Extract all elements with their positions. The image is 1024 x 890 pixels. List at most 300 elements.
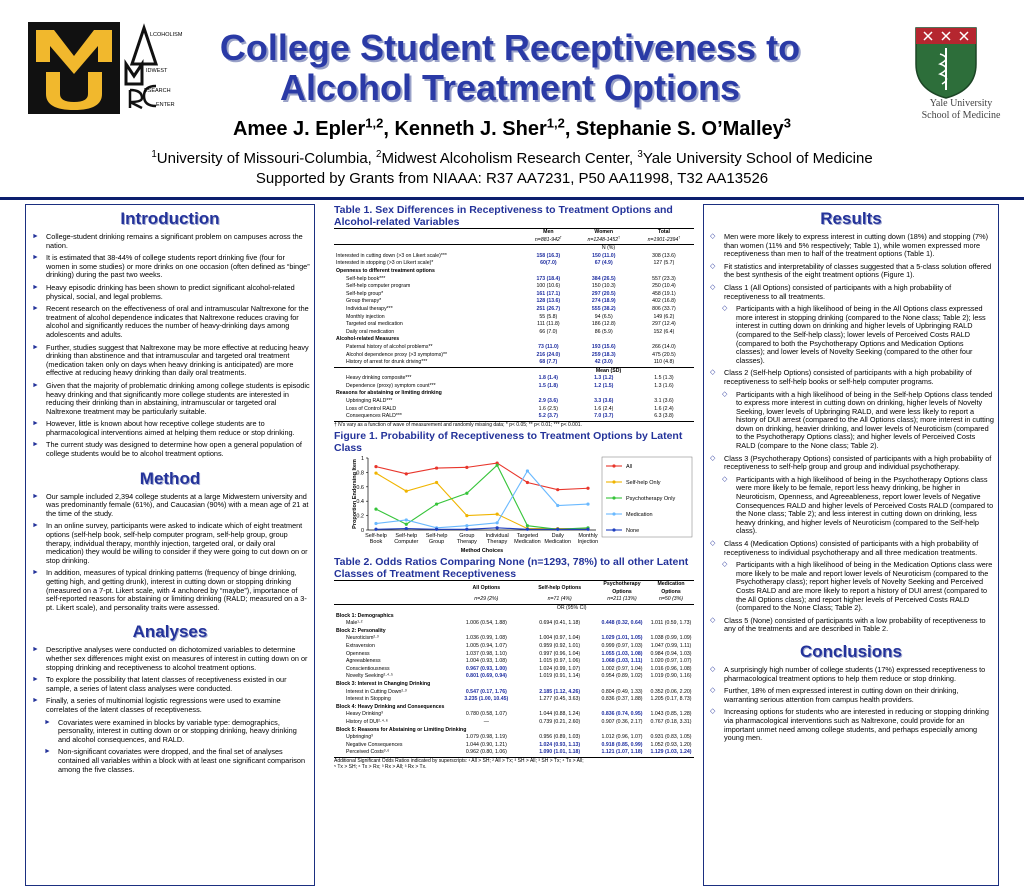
table-cell: 186 (12.8) <box>591 321 616 328</box>
data-point <box>556 504 559 507</box>
results-list <box>704 233 998 634</box>
table-cell: 67 (4.9) <box>594 260 613 267</box>
table-cell: 0.804 (0.49, 1.33) <box>601 688 643 695</box>
table-cell: 1.019 (0.90, 1.16) <box>650 673 692 680</box>
table-cell: 1.6 (2.5) <box>538 405 558 412</box>
table-row <box>334 329 694 337</box>
table2-n-psychotherapy: n=211 (13%) <box>607 596 637 603</box>
x-tick-label: Therapy <box>487 539 508 546</box>
table-cell: 1.121 (1.07, 1.18) <box>601 749 643 756</box>
results-sub-item: ◇ Participants with a high likelihood of being in the Medication Options class were more likely to be male and report lower levels of Neuroticism (compared to the Psychotherapy class); report higher levels of Novelty Seeking and Perceived Costs RALD and are more likely to report a history of DUI arrest (compared to the All Options class); and report higher levels of Perceived Costs RALD (compared to the None Class; Table 2). <box>710 561 994 613</box>
table-row <box>334 689 694 697</box>
affil-3: Yale University School of Medicine <box>642 150 873 167</box>
table-cell: 55 (5.8) <box>539 313 558 320</box>
data-point <box>556 528 559 531</box>
x-tick-label: Group <box>428 539 445 546</box>
author-2-affil: 1,2 <box>546 115 565 131</box>
data-point <box>526 528 529 531</box>
table1-corner <box>334 229 523 237</box>
table-row <box>334 651 694 659</box>
table-cell: 3.1 (3.6) <box>654 398 674 405</box>
table-cell: — <box>483 718 489 725</box>
table-row <box>334 734 694 742</box>
table-cell: 1.047 (0.99, 1.11) <box>650 643 692 649</box>
table-row <box>334 613 694 621</box>
table-cell: 0.999 (0.97, 1.03) <box>601 643 643 649</box>
x-tick-label: Group <box>459 533 475 540</box>
table-cell: 3.235 (1.00, 10.45) <box>464 696 509 703</box>
marc-text-alcoholism: LCOHOLISM <box>150 32 183 38</box>
table-row <box>334 283 694 291</box>
table-cell: 0.918 (0.85, 0.99) <box>601 741 643 748</box>
legend-marker <box>612 529 615 532</box>
table-cell: 0.547 (0.17, 1.76) <box>465 688 507 695</box>
mizzou-logo <box>28 22 120 114</box>
method-bullet: ► In an online survey, participants were asked to indicate which of eight treatment options (self-help book, self-help computer program, self-help group, group therapy, individual therapy, monthly injection, targeted oral, or daily oral medication) they would be willing to consider if they were going to cut down on or stop drinking. <box>32 522 310 565</box>
x-tick-label: Computer <box>394 539 419 546</box>
data-point <box>496 513 499 516</box>
author-1: Amee J. Epler <box>232 118 366 140</box>
data-point <box>586 528 589 531</box>
table-cell: 42 (3.0) <box>594 359 613 366</box>
intro-bullet: ► It is estimated that 38-44% of college students report drinking five (four for women in some studies) or more drinks on one occasion (often defined as “binge” drinking) during the past two weeks. <box>32 254 310 280</box>
table-cell: 1.090 (1.01, 1.18) <box>539 749 581 756</box>
figure1-svg <box>334 454 694 554</box>
table2-col-all: All Options <box>472 585 501 592</box>
table-cell: 266 (14.0) <box>652 343 676 350</box>
table-cell <box>634 390 694 398</box>
results-item: ◇ Fit statistics and interpretability of classes suggested that a 5-class solution offered the best synthesis of the eight treatment options (Figure 1). <box>710 263 994 280</box>
legend-marker <box>612 481 615 484</box>
table-cell: 274 (18.9) <box>591 298 616 305</box>
table-row <box>334 696 694 704</box>
method-bullet: ► Our sample included 2,394 college students at a large Midwestern university and was predominantly female (61%), and Caucasian (90%) with a mean age of 21 at the time of the study. <box>32 493 310 519</box>
introduction-list <box>26 233 314 459</box>
table-row <box>334 298 694 306</box>
table-cell <box>523 336 574 344</box>
table-cell <box>523 268 574 276</box>
data-point <box>405 527 408 530</box>
table-row <box>334 742 694 750</box>
table-cell-label: Novelty Seeking²·⁴·⁵ <box>346 673 394 680</box>
intro-bullet: ► Heavy episodic drinking has been shown to predict significant alcohol-related physical, social, and legal problems. <box>32 284 310 301</box>
table-cell: 1.6 (2.4) <box>654 405 674 412</box>
table-cell: 0.801 (0.69, 0.94) <box>465 673 507 680</box>
table-cell-label: Block 1: Demographics <box>336 612 394 619</box>
data-point <box>405 472 408 475</box>
table-cell-label: Block 4: Heavy Drinking and Consequences <box>336 703 445 710</box>
table-row <box>334 359 694 367</box>
yale-text-line-2: School of Medicine <box>921 110 1001 121</box>
left-column <box>25 204 315 886</box>
author-3: , Stephanie S. O’Malley <box>564 118 784 140</box>
table-row <box>334 321 694 329</box>
table-cell-label: Openness <box>346 650 370 657</box>
table-cell-label: Neuroticism²·³ <box>346 635 379 642</box>
figure1-title: Figure 1. Probability of Receptiveness to Treatment Options by Latent Class <box>334 430 683 455</box>
grant-support: Supported by Grants from NIAAA: R37 AA7231, P50 AA11998, T32 AA13526 <box>255 170 769 187</box>
table2-col-medication: Medication Options <box>657 581 685 595</box>
x-tick-label: Daily <box>551 533 564 540</box>
table-cell-label: Daily oral medication <box>346 328 395 335</box>
table-cell: 6.3 (3.8) <box>654 413 674 420</box>
table-cell: 0.997 (0.96, 1.04) <box>539 650 581 657</box>
table-cell <box>523 390 574 398</box>
marc-text-research: ESEARCH <box>144 88 171 94</box>
table-row <box>334 727 694 735</box>
table-cell <box>574 390 634 398</box>
table-cell-label: Self-help group* <box>346 290 384 297</box>
table-cell-label: Negative Consequences <box>346 741 403 748</box>
title-line-1: College Student Receptiveness to <box>219 27 801 68</box>
table-cell: 1.029 (1.01, 1.05) <box>601 635 643 642</box>
table-cell <box>574 268 634 276</box>
table-row <box>334 620 694 628</box>
table-row <box>334 643 694 651</box>
table1-body-b <box>334 375 694 421</box>
table-cell: 111 (11.8) <box>537 321 560 328</box>
conclusions-list <box>704 666 998 743</box>
table-row <box>334 398 694 406</box>
table-cell: 0.767 (0.18, 3.31) <box>650 718 692 725</box>
results-sub-item: ◇ Participants with a high likelihood of being in the Psychotherapy Options class were more likely to be female, report less heavy drinking, be higher in Neuroticism, Openness, and Agreeableness, report lower levels of Negative Consequences RALD and higher levels of Perceived Costs RALD (compared to the None class; Table 2); and less interest in cutting down on drinking, less heavy drinking, and higher levels of Neuroticism (compared to the Self-help class). <box>710 476 994 536</box>
affiliations <box>0 150 1024 168</box>
table-cell: 1.011 (0.59, 1.73) <box>650 620 692 627</box>
title-line-2: Alcohol Treatment Options <box>279 67 741 108</box>
table-cell: 60(7.0) <box>540 260 557 267</box>
table-cell-label: Group therapy* <box>346 298 382 305</box>
table-row <box>334 306 694 314</box>
yale-shield-logo <box>912 24 980 100</box>
affil-2-marker: 2 <box>376 149 382 160</box>
table-cell: 216 (24.0) <box>536 351 561 358</box>
results-item: ◇ Class 4 (Medication Options) consisted of participants with a high probability of receptiveness to individual psychotherapy and all three medication treatments. <box>710 540 994 557</box>
table-cell: 0.694 (0.41, 1.18) <box>539 620 581 627</box>
results-item: ◇ Class 5 (None) consisted of participants with a low probability of receptiveness to any of the treatments and are described in Table 2. <box>710 617 994 634</box>
table-row <box>334 314 694 322</box>
table-cell: 1.3 (1.6) <box>654 382 674 389</box>
conclusions-item: ◇ Further, 18% of men expressed interest in cutting down on their drinking, warranting serious attention from campus health providers. <box>710 687 994 704</box>
table-row <box>334 291 694 299</box>
y-tick-label: 1 <box>360 456 364 463</box>
table-cell: 308 (13.6) <box>652 252 676 259</box>
data-point <box>374 465 377 468</box>
table2-n-all: n=29 (2%) <box>474 596 499 603</box>
table-cell <box>634 268 694 276</box>
table-cell: 1.019 (0.91, 1.14) <box>539 673 581 680</box>
table-cell: 1.068 (1.03, 1.11) <box>601 658 643 665</box>
table-row <box>334 352 694 360</box>
table-cell: 1.012 (0.96, 1.07) <box>601 734 643 741</box>
analyses-heading: Analyses <box>132 622 208 642</box>
method-list <box>26 493 314 613</box>
table-cell: 66 (7.0) <box>539 328 558 335</box>
table-row <box>334 635 694 643</box>
table-cell-label: Interest in Cutting Down²·³ <box>346 688 407 695</box>
affil-2: Midwest Alcoholism Research Center, <box>381 150 638 167</box>
y-axis-label: Proportion Endorsing Item <box>352 459 358 530</box>
conclusions-item: ◇ Increasing options for students who are interested in reducing or stopping drinking via pharmacological interventions such as Naltrexone, could provide for an important unmet need among college students, and perhaps especially among young men. <box>710 708 994 742</box>
data-point <box>405 490 408 493</box>
table-cell: 173 (18.4) <box>536 275 561 282</box>
analyses-bullet: ► To explore the possibility that latent classes of receptiveness existed in our sample, a series of latent class analyses were conducted. <box>32 676 310 693</box>
table-cell: 458 (19.1) <box>652 290 676 297</box>
table-cell: 150 (11.0) <box>592 252 616 259</box>
x-tick-label: Book <box>369 539 383 546</box>
data-point <box>435 528 438 531</box>
x-tick-label: Medication <box>514 539 541 546</box>
table-cell: 1.024 (0.99, 1.07) <box>539 665 581 672</box>
table-cell: 297 (12.4) <box>652 321 676 328</box>
table-cell-label: Heavy drinking composite*** <box>346 375 412 382</box>
y-tick-label: 0.4 <box>356 499 364 506</box>
table-cell: 251 (26.7) <box>536 305 561 312</box>
legend-label: Medication <box>626 512 653 519</box>
data-point <box>586 487 589 490</box>
data-point <box>496 521 499 524</box>
intro-bullet: ► Recent research on the effectiveness of oral and intramuscular Naltrexone for the treatment of alcohol dependence indicates that Naltrexone reduces craving for alcohol and significantly reduces the number of heavy-drinking days among adolescents and adults. <box>32 305 310 339</box>
table-row <box>334 260 694 268</box>
table1-n-total: n=1901-2394† <box>647 234 681 243</box>
table-cell-label: Upbringing RALD*** <box>346 398 393 405</box>
table-cell: 0.836 (0.74, 0.95) <box>601 711 643 718</box>
table1-mean-header: Mean (SD) <box>595 367 622 374</box>
table2-note-1: Additional Significant Odds Ratios indicated by superscripts: ¹ All > SH; ² All > Tx; ³ SH > All; ³ SH > Tx; ⁴ Tx > All; <box>334 757 694 764</box>
data-point <box>405 519 408 522</box>
legend-label: Self-help Only <box>626 480 661 487</box>
table-cell-label: Interested in stopping (>3 on Likert scale)* <box>336 260 434 267</box>
table-row <box>334 390 694 398</box>
legend-marker <box>612 465 615 468</box>
table-cell <box>634 336 694 344</box>
table-cell: 1.6 (2.4) <box>594 405 614 412</box>
table-cell: 555 (38.2) <box>591 305 616 312</box>
table-cell-label: Interested in cutting down (>3 on Likert scale)*** <box>336 252 447 259</box>
table-row <box>334 344 694 352</box>
x-tick-label: Individual <box>485 533 509 540</box>
table-row <box>334 749 694 757</box>
results-item: ◇ Class 1 (All Options) consisted of participants with a high probability of receptiveness to all treatments. <box>710 284 994 301</box>
data-point <box>374 508 377 511</box>
table1 <box>334 228 694 421</box>
table-cell-label: Extraversion <box>346 643 375 649</box>
table-cell <box>574 336 634 344</box>
table-row <box>334 673 694 681</box>
x-axis-label: Method Choices <box>460 548 504 555</box>
table-cell: 1.052 (0.93, 1.20) <box>650 741 692 748</box>
introduction-heading: Introduction <box>120 209 220 228</box>
table-cell: 193 (15.6) <box>591 343 616 350</box>
data-point <box>556 488 559 491</box>
table-cell-label: Targeted oral medication <box>346 321 403 328</box>
table-cell: 0.954 (0.89, 1.02) <box>601 673 643 680</box>
table-cell: 0.907 (0.36, 2.17) <box>601 718 643 725</box>
table-cell: 1.020 (0.97, 1.07) <box>650 658 692 665</box>
x-tick-label: Therapy <box>456 539 477 546</box>
table-row <box>334 704 694 712</box>
legend-label: None <box>626 528 640 535</box>
table-cell: 0.959 (0.92, 1.01) <box>539 643 581 649</box>
data-point <box>465 528 468 531</box>
table-cell-label: Individual therapy*** <box>346 305 393 312</box>
results-sub-item: ◇ Participants with a high likelihood of being in the All Options class expressed more interest in stopping drinking (compared to the None class; Table 2); less interest in cutting down on drinking and higher levels of Upbringing RALD (compared to the Self-help class); lower levels of Perceived Costs RALD (compared to both the Psychotherapy Options and Medication Options classes); and lower levels of Novelty Seeking (compared to the other four classes). <box>710 305 994 365</box>
data-point <box>435 467 438 470</box>
table-cell: 475 (20.5) <box>652 351 676 358</box>
table-row <box>334 406 694 414</box>
table-cell: 158 (16.3) <box>536 252 561 259</box>
table-row <box>334 253 694 261</box>
table-cell: 1.055 (1.03, 1.08) <box>601 650 643 657</box>
method-bullet: ► In addition, measures of typical drinking patterns (frequency of binge drinking, getting high, and getting drunk), interest in cutting down or stopping drinking (measured on a 7-pt. Likert scale, with 4 anchored by “maybe”), importance of self-reported reasons for abstaining or limiting drinking (RALD; measured on a 3-pt. Likert scale), and personality traits were assessed. <box>32 569 310 612</box>
table-cell-label: Self-help book*** <box>346 275 386 282</box>
data-point <box>405 523 408 526</box>
data-point <box>374 522 377 525</box>
data-point <box>465 524 468 527</box>
table-cell-label: Agreeableness <box>346 658 381 665</box>
table-cell: 1.2 (1.5) <box>594 382 614 389</box>
table-cell: 149 (6.2) <box>653 313 675 320</box>
data-point <box>435 481 438 484</box>
data-point <box>526 481 529 484</box>
table-cell: 0.352 (0.06, 2.20) <box>650 688 692 695</box>
table-cell: 0.931 (0.83, 1.05) <box>650 734 692 741</box>
data-point <box>586 503 589 506</box>
table-cell: 0.984 (0.94, 1.03) <box>650 650 692 657</box>
y-tick-label: 0 <box>360 528 364 535</box>
table-cell-label: Alcohol dependence proxy (>3 symptoms)** <box>346 351 448 358</box>
results-item: ◇ Class 2 (Self-help Options) consisted of participants with a high probability of receptiveness to self-help books or self-help computer programs. <box>710 369 994 386</box>
table-cell: 1.044 (0.90, 1.21) <box>465 741 507 748</box>
x-tick-label: Self-help <box>395 533 418 540</box>
x-tick-label: Monthly <box>578 533 598 540</box>
table-cell: 259 (18.3) <box>591 351 616 358</box>
x-tick-label: Injection <box>577 539 599 546</box>
table-cell: 402 (16.8) <box>652 298 676 305</box>
author-3-affil: 3 <box>783 115 792 131</box>
table-cell: 1.129 (1.03, 1.24) <box>650 749 692 756</box>
table1-col-men: Men <box>543 229 554 235</box>
table-cell: 5.2 (3.7) <box>538 413 558 420</box>
table-cell: 0.956 (0.89, 1.03) <box>539 734 581 741</box>
table-row <box>334 681 694 689</box>
table1-pct-header: N (%) <box>601 245 616 252</box>
analyses-bullet: ► Descriptive analyses were conducted on dichotomized variables to determine whether sex differences might exist on measures of interest in cutting down on or stopping drinking and receptiveness to alcohol treatment options. <box>32 646 310 672</box>
middle-column <box>334 204 694 886</box>
table-cell: 94 (6.5) <box>594 313 613 320</box>
table-cell: 1.044 (0.88, 1.24) <box>539 711 581 718</box>
table1-note: † N's vary as a function of wave of measurement and randomly missing data; * p< 0.05; ** p< 0.01; *** p< 0.001. <box>334 421 694 428</box>
table-cell: 1.038 (0.99, 1.09) <box>650 635 692 642</box>
legend-label: All <box>626 464 633 471</box>
table1-body-a <box>334 253 694 367</box>
table2-col-selfhelp: Self-help Options <box>538 585 582 592</box>
yale-text-line-1: Yale University <box>929 98 993 109</box>
table-cell: 2.185 (1.12, 4.26) <box>539 688 581 695</box>
table-cell-label: Block 5: Reasons for Abstaining or Limiting Drinking <box>336 726 467 733</box>
analyses-sub-bullet: ► Covariates were examined in blocks by variable type: demographics, personality, interest in cutting down or or stopping drinking, heavy drinking and alcohol consequences, and RALD. <box>32 719 310 745</box>
data-point <box>526 524 529 527</box>
intro-bullet: ► College-student drinking remains a significant problem on campuses across the nation. <box>32 233 310 250</box>
poster-header <box>0 0 1024 200</box>
data-point <box>496 464 499 467</box>
method-heading: Method <box>139 468 201 488</box>
table-cell-label: Interest in Stopping <box>346 696 391 703</box>
table-cell-label: Block 2: Personality <box>336 627 386 634</box>
right-column <box>703 204 999 886</box>
table-cell-label: History of DUI²·⁴·⁶ <box>346 718 388 725</box>
marc-text-center: ENTER <box>156 102 175 108</box>
table-cell: 100 (10.6) <box>536 283 561 290</box>
figure1-chart <box>334 454 694 554</box>
conclusions-heading: Conclusions <box>799 641 902 661</box>
table-cell: 0.962 (0.80, 1.06) <box>465 749 507 756</box>
table-cell: 1.205 (0.17, 8.73) <box>650 696 692 703</box>
table2 <box>334 580 694 757</box>
table-cell: 384 (26.5) <box>591 275 616 282</box>
analyses-list <box>26 646 314 774</box>
table1-n-men: n=881-942† <box>534 234 562 243</box>
table-cell: 1.036 (0.99, 1.08) <box>465 635 507 642</box>
data-point <box>496 526 499 529</box>
table-cell: 0.448 (0.32, 0.64) <box>601 620 643 627</box>
table-row <box>334 336 694 344</box>
table-row <box>334 375 694 383</box>
y-tick-label: 0.2 <box>356 513 364 520</box>
table2-title: Table 2. Odds Ratios Comparing None (n=1293, 78%) to all other Latent Classes of Treatment Receptiveness <box>334 556 689 581</box>
conclusions-item: ◇ A surprisingly high number of college students (17%) expressed receptiveness to pharmacological treatment options to help them reduce or stop drinking. <box>710 666 994 683</box>
table-cell-label: Block 3: Interest in Changing Drinking <box>336 680 431 687</box>
table-cell: 1.006 (0.54, 1.88) <box>465 620 507 627</box>
table-cell: 1.002 (0.97, 1.04) <box>601 665 643 672</box>
table-cell: 1.277 (0.45, 3.63) <box>539 696 581 703</box>
table2-n-selfhelp: n=71 (4%) <box>547 596 572 603</box>
series-line-all <box>376 463 588 490</box>
table-cell: 1.5 (1.8) <box>538 382 558 389</box>
table-cell: 1.015 (0.97, 1.06) <box>539 658 581 665</box>
table-row <box>334 628 694 636</box>
table-cell: 3.3 (3.6) <box>594 398 614 405</box>
table-cell: 806 (33.7) <box>652 305 676 312</box>
table-cell-label: Paternal history of alcohol problems** <box>346 343 433 350</box>
legend-label: Psychotherapy Only <box>626 496 676 503</box>
results-item: ◇ Men were more likely to express interest in cutting down (18%) and stopping (7%) than women (11% and 5% respectively; Table 1), while women expressed more receptiveness than men to half of the treatment options (Table 1). <box>710 233 994 259</box>
table2-col-psychotherapy: Psychotherapy Options <box>603 581 641 595</box>
table-cell: 1.005 (0.94, 1.07) <box>465 643 507 649</box>
table-cell: 1.079 (0.98, 1.19) <box>465 734 507 741</box>
x-tick-label: Medication <box>544 539 572 546</box>
table-cell: 152 (6.4) <box>653 328 675 335</box>
table-cell: 250 (10.4) <box>652 283 676 290</box>
table-cell: 557 (23.3) <box>652 275 676 282</box>
data-point <box>465 466 468 469</box>
table-cell: 150 (10.3) <box>591 283 616 290</box>
x-tick-label: Self-help <box>425 533 448 540</box>
table-cell: 127 (5.7) <box>653 260 675 267</box>
table-row <box>334 276 694 284</box>
table2-or-header: OR (95% CI) <box>556 605 587 612</box>
author-1-affil: 1,2 <box>365 115 384 131</box>
table-cell-label: Dependence (proxy) symptom count*** <box>346 382 436 389</box>
intro-bullet: ► Given that the majority of problematic drinking among college students is episodic heavy drinking and that significantly more college students are interested in reducing their drinking than in abstaining, intramuscular or targeted oral Naltrexone treatment may be particularly suitable. <box>32 382 310 416</box>
table-row <box>334 413 694 421</box>
legend-marker <box>612 497 615 500</box>
legend-marker <box>612 513 615 516</box>
table2-note-2: ⁵ Tx > SH; ⁶ Tx > Rx; ³ Rx > All; ³ Rx > Tx. <box>334 764 427 771</box>
intro-bullet: ► However, little is known about how receptive college students are to pharmacological interventions aimed at helping them reduce or stop drinking. <box>32 420 310 437</box>
affil-3-marker: 3 <box>637 149 643 160</box>
y-tick-label: 0.8 <box>356 470 364 477</box>
data-point <box>374 528 377 531</box>
